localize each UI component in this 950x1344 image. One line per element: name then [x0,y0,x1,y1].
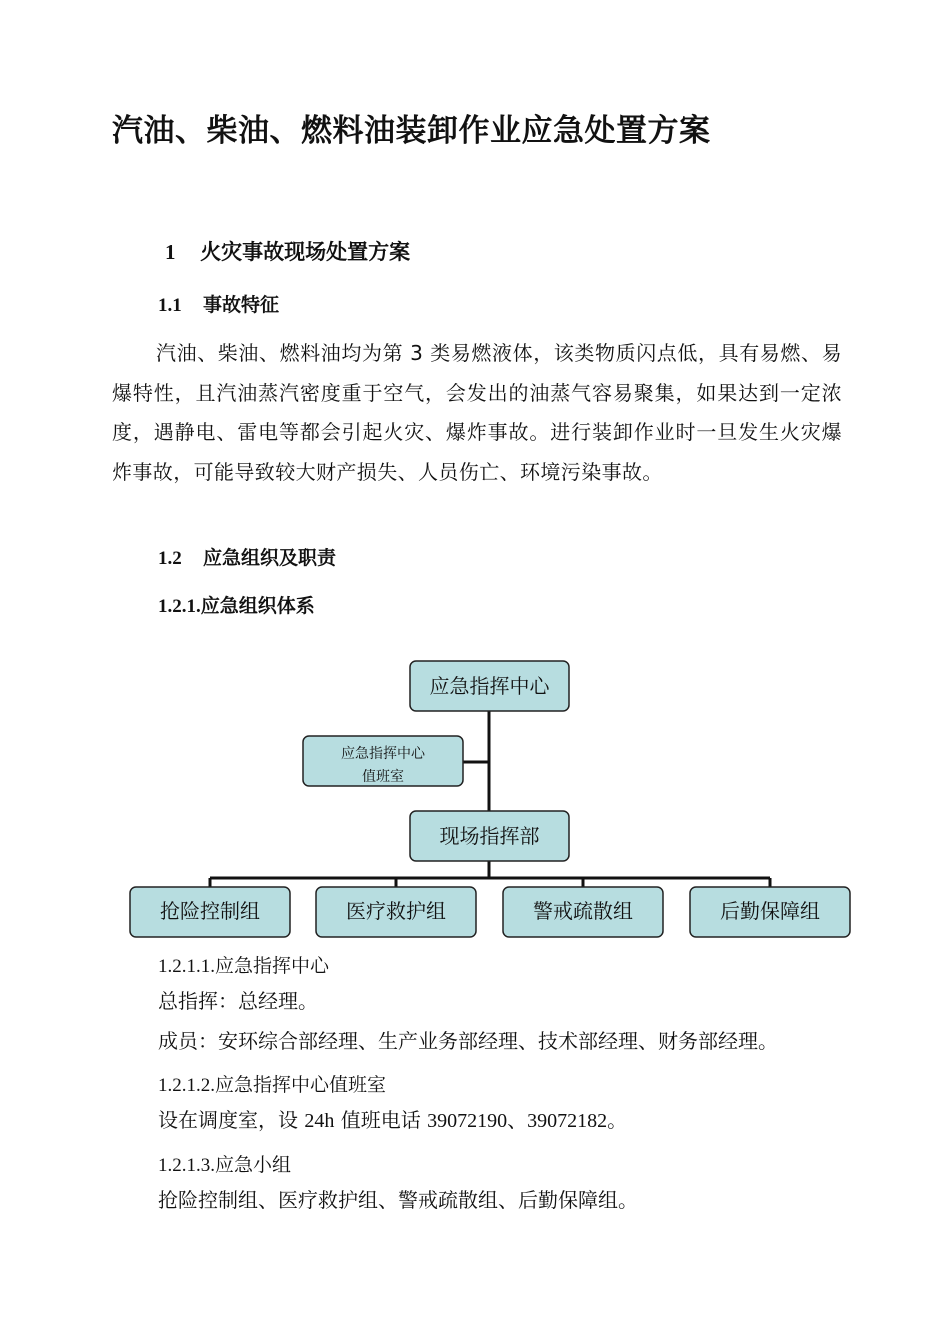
subsection-1-2-1-1-label: 应急指挥中心 [215,955,330,977]
commander-line: 总指挥：总经理。 [158,989,318,1013]
section-1-2-label: 应急组织及职责 [203,547,337,569]
subsection-1-2-1-1-heading [158,951,329,982]
org-box-command-center [410,661,569,711]
subsection-1-2-1-3-number: 1.2.1.3. [158,1155,215,1176]
org-label-duty-room-line1: 应急指挥中心 [341,746,425,762]
org-label-field-command: 现场指挥部 [439,824,540,848]
subsection-1-2-1-2-heading [158,1070,386,1101]
section-1-1-heading [158,290,279,321]
subsection-1-2-1-2-number: 1.2.1.2. [158,1075,215,1096]
duty-text-a: 设在调度室，设 [158,1108,305,1132]
duty-room-line [158,1104,627,1137]
org-label-medical-group: 医疗救护组 [346,899,446,923]
subsection-1-2-1-3-heading [158,1150,291,1181]
subsection-1-2-1-1-number: 1.2.1.1. [158,956,215,977]
subsection-1-2-1-3-label: 应急小组 [215,1154,292,1176]
groups-line: 抢险控制组、医疗救护组、警戒疏散组、后勤保障组。 [158,1188,638,1212]
duty-phone-2: 39072182 [527,1110,608,1132]
section-1-heading [165,236,410,268]
section-1-1-label: 事故特征 [203,294,280,316]
duty-hours: 24h [304,1110,335,1132]
duty-text-g: 。 [607,1108,628,1132]
org-box-field-command [410,811,569,861]
org-label-logistics-group: 后勤保障组 [720,899,820,923]
org-box-evacuation-group [503,887,663,937]
org-label-command-center: 应急指挥中心 [429,674,550,698]
subsection-1-2-1-2-label: 应急指挥中心值班室 [215,1074,387,1096]
section-1-2-number: 1.2 [158,548,182,569]
section-1-2-1-heading [158,591,315,622]
accident-characteristics-paragraph: 汽油、柴油、燃料油均为第 3 类易燃液体，该类物质闪点低，具有易燃、易爆特性，且汽油蒸汽密度重于空气，会发出的油蒸气容易聚集，如果达到一定浓度，遇静电、雷电等都会引起火灾、爆炸事故。进行装卸作业时一旦发生火灾爆炸事故，可能导致较大财产损失、人员伤亡、环境污染事故。 [112,341,842,484]
org-chart [0,650,950,950]
section-1-2-1-number: 1.2.1. [158,596,201,617]
section-1-2-1-label: 应急组织体系 [200,595,315,617]
org-box-rescue-group [130,887,290,937]
org-label-rescue-group: 抢险控制组 [160,899,260,923]
section-1-label: 火灾事故现场处置方案 [200,240,411,264]
duty-phone-1: 39072190 [427,1110,508,1132]
section-1-2-heading [158,543,336,574]
document-title: 汽油、柴油、燃料油装卸作业应急处置方案 [112,113,711,149]
duty-text-c: 值班电话 [334,1108,428,1132]
org-label-evacuation-group: 警戒疏散组 [533,899,633,923]
section-1-number: 1 [165,240,176,264]
duty-text-e: 、 [507,1108,528,1132]
members-line: 成员：安环综合部经理、生产业务部经理、技术部经理、财务部经理。 [158,1029,778,1053]
section-1-1-number: 1.1 [158,295,182,316]
org-label-duty-room-line2: 值班室 [362,769,404,785]
org-box-duty-room [303,736,463,786]
org-box-medical-group [316,887,476,937]
org-box-logistics-group [690,887,850,937]
